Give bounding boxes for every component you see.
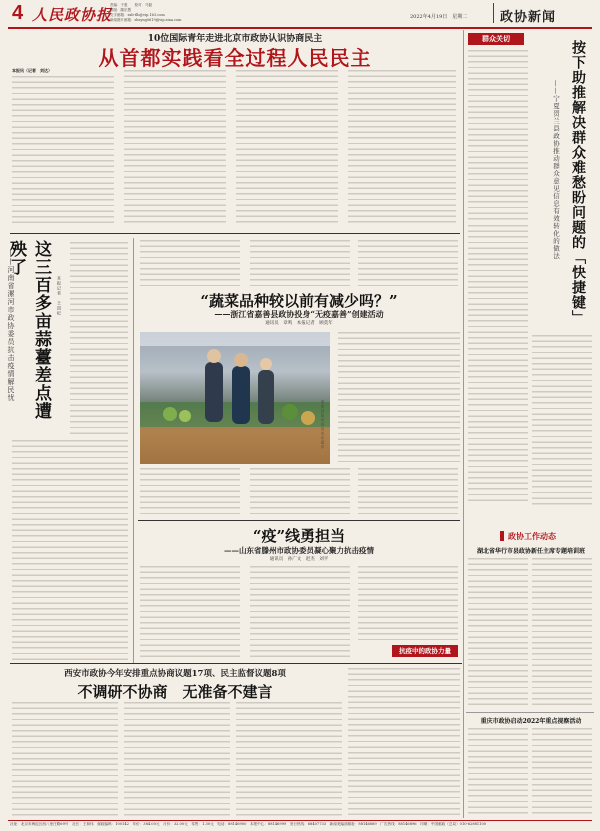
editor-info: 责编：于惠 校对：马磊 排版：滕乐慧 文字邮箱：zxb-tlb@vip.163.com 新闻图片邮箱：shsyng0619@vip.sina.com xyxy=(110,3,182,22)
supermarket-photo-art xyxy=(140,332,330,464)
xian-title: 不调研不协商 无准备不建言 xyxy=(77,683,273,701)
garlic-body-upper xyxy=(70,242,128,434)
garlic-col-divider xyxy=(133,238,134,663)
section-divider xyxy=(493,3,494,23)
right-col-tag: 群众关切 xyxy=(468,33,524,45)
epidemic-rule xyxy=(10,663,462,664)
epidemic-text-2 xyxy=(250,566,350,658)
veg-title: “蔬菜品种较以前有减少吗？” xyxy=(200,292,398,310)
page-header xyxy=(0,0,600,26)
veg-lower-text-2 xyxy=(250,468,350,516)
work-title-2: 重庆市政协启动2022年重点视察活动 xyxy=(480,718,582,725)
xian-text-2 xyxy=(124,702,230,816)
veg-top-text-2 xyxy=(250,240,350,288)
xian-kicker: 西安市政协今年安排重点协商议题17项、民主监督议题8项 xyxy=(64,669,286,679)
lead-body xyxy=(12,68,458,230)
veg-subtitle: ——浙江省嘉善县政协投身“无疫嘉善”创建活动 xyxy=(214,309,384,319)
right-col-title-text: 按下助推解决群众难愁盼问题的「快捷键」 xyxy=(570,40,586,325)
garlic-subtitle: ——河南省漯河市政协委员抗击疫情解民忧 xyxy=(7,250,15,402)
work-tag-text: 政协工作动态 xyxy=(508,531,556,541)
veg-lower-text-1 xyxy=(140,468,240,516)
newspaper-logo: 人民政协报 xyxy=(32,6,113,24)
page-number: 4 xyxy=(12,2,24,24)
work-text-2b xyxy=(532,728,592,816)
right-col-subtitle-text: ——宁夏贺兰县政协推动群众意见信息有效转化的做法 xyxy=(552,80,560,260)
veg-lower-text-3 xyxy=(358,468,458,516)
right-col-divider xyxy=(463,30,464,818)
garlic-byline: 本报记者 王国纪 xyxy=(57,276,62,316)
work-text-1a xyxy=(468,558,528,708)
xian-text-1 xyxy=(12,702,118,816)
photo-caption-text: 嘉善县政协委员走访超市 xyxy=(321,400,325,450)
work-text-2a xyxy=(468,728,528,816)
issue-date: 2022年4月19日 星期二 xyxy=(410,14,468,20)
section-title: 政协新闻 xyxy=(500,10,557,25)
right-col-title xyxy=(568,40,596,330)
footer-text: 社址：北京市海淀区西八里庄路69号 社长：王和伟 邮政编码：100142 年价：384.00元 月价：32.00元 零售：1.30元 电话：88146900 本报中心：88146999 发行热线：68407733 新闻美编部邮址：88146889 广告热线：88146896 印刷：中国邮政（总局）010-62881100 xyxy=(10,822,487,826)
header-rule xyxy=(8,27,592,29)
epidemic-tag: 抗疫中的政协力量 xyxy=(392,645,458,657)
xian-text-3 xyxy=(236,702,342,816)
garlic-body-lower xyxy=(12,440,128,660)
lead-text-col-4 xyxy=(348,70,456,226)
work-tag-bar xyxy=(500,531,504,541)
epidemic-text-1 xyxy=(140,566,240,658)
lead-byline: 本报讯（记者 刘达） xyxy=(12,68,52,73)
lead-text-col-2 xyxy=(124,70,226,226)
right-col-intro-text xyxy=(468,50,528,220)
right-col-subtitle xyxy=(552,80,566,300)
footer-rule xyxy=(8,820,592,821)
right-col-body-1 xyxy=(468,225,528,505)
garlic-title-text: 这三百多亩蒜薹差点遭殃了 xyxy=(6,240,51,420)
supermarket-photo xyxy=(140,332,330,464)
veg-top-text-1 xyxy=(140,240,240,288)
lead-text-col-3 xyxy=(236,70,338,226)
photo-caption xyxy=(320,400,330,460)
lead-rule xyxy=(10,233,460,234)
lead-text-col-1 xyxy=(12,76,114,226)
epidemic-text-3 xyxy=(358,566,458,642)
veg-rule xyxy=(138,520,460,521)
xian-text-4 xyxy=(348,668,460,816)
epidemic-byline: 通讯员 孙广文 赵杰 刘平 xyxy=(269,557,329,562)
veg-byline: 通讯员 章鸣 本报记者 顾莫年 xyxy=(265,321,333,326)
work-tag xyxy=(500,530,590,542)
veg-right-text xyxy=(338,332,460,464)
lead-title: 从首都实践看全过程人民民主 xyxy=(98,46,372,70)
work-text-1b xyxy=(532,558,592,708)
epidemic-subtitle: ——山东省滕州市政协委员凝心聚力抗击疫情 xyxy=(224,546,374,555)
epidemic-title: “疫”线勇担当 xyxy=(252,527,346,545)
work-title-1: 湖北省华行市县政协新任主席专题培训班 xyxy=(476,548,585,555)
work-rule xyxy=(466,712,594,713)
veg-top-text-3 xyxy=(358,240,458,288)
lead-kicker: 10位国际青年走进北京市政协认识协商民主 xyxy=(147,34,323,44)
right-col-body-2 xyxy=(532,335,592,505)
